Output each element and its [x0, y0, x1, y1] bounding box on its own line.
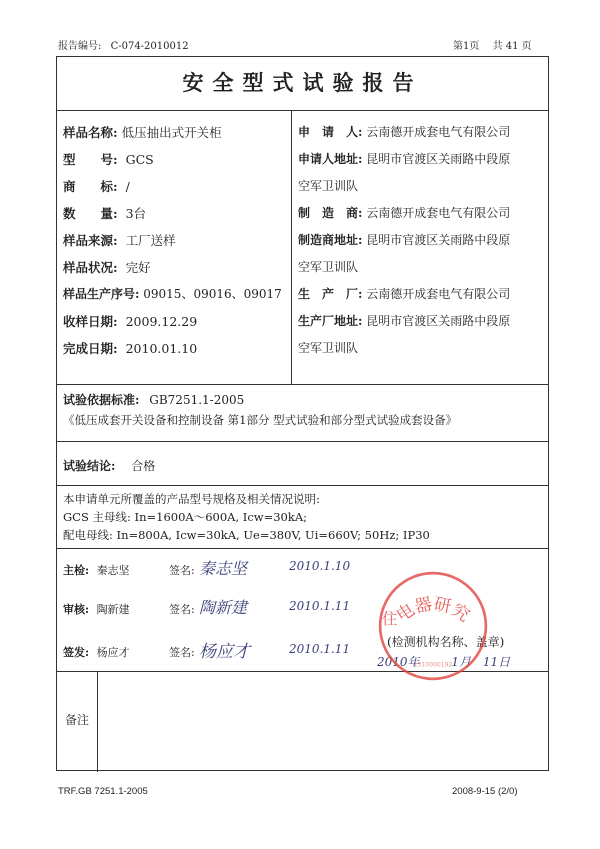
- conclusion-value: 合格: [131, 459, 156, 473]
- basis-label: 试验依据标准:: [63, 393, 140, 407]
- coverage-line2: 配电母线: In=800A, Icw=30kA, Ue=380V, Ui=660V; 50Hz; IP30: [63, 528, 430, 542]
- issuer-label: 签发:: [63, 646, 90, 659]
- completed-row: [63, 339, 197, 357]
- approver-sign-date: 2010.1.11: [289, 599, 351, 613]
- coverage-divider: [57, 548, 548, 549]
- maker-address-line2: 空军卫训队: [298, 260, 359, 274]
- completed-value: 2010.01.10: [125, 341, 198, 356]
- basis-code: GB7251.1-2005: [149, 393, 245, 407]
- footer-version: 2008-9-15 (2/0): [452, 786, 518, 797]
- producer-address-label: 生产厂地址:: [298, 314, 363, 328]
- coverage-title: 本申请单元所覆盖的产品型号规格及相关情况说明:: [63, 492, 320, 506]
- brand-row: [63, 177, 130, 195]
- maker-label: 制 造 商:: [298, 206, 363, 220]
- seal-code: 1310000192: [413, 661, 453, 669]
- model-value: GCS: [125, 152, 154, 167]
- coverage-line1: GCS 主母线: In=1600A～600A, Icw=30kA;: [63, 510, 308, 524]
- tester-row: [63, 562, 130, 578]
- report-number: [58, 37, 189, 52]
- received-value: 2009.12.29: [125, 314, 198, 329]
- seal-text: [393, 595, 473, 627]
- producer-address-line1: 昆明市官渡区关雨路中段原: [366, 314, 511, 328]
- approver-row: [63, 601, 130, 617]
- basis-row: [63, 391, 244, 408]
- approver-signature: 陶新建: [199, 598, 248, 617]
- serial-label: 样品生产序号:: [63, 287, 140, 301]
- stamp-caption: (检测机构名称、盖章): [387, 635, 505, 649]
- producer-address-line2: 空军卫训队: [298, 341, 359, 355]
- issuer-name: 杨应才: [96, 646, 130, 659]
- status-row: [63, 258, 151, 276]
- model-label: 型 号:: [63, 152, 118, 167]
- applicant-value: 云南德开成套电气有限公司: [366, 125, 511, 139]
- conclusion-divider: [57, 485, 548, 486]
- tester-name: 秦志坚: [96, 564, 130, 577]
- remarks-label: 备注: [65, 713, 90, 727]
- stamp-date-year: 2010年: [377, 655, 420, 669]
- maker-row: [298, 204, 510, 221]
- issuer-sign-date: 2010.1.11: [289, 642, 351, 656]
- maker-value: 云南德开成套电气有限公司: [366, 206, 511, 220]
- issuer-row: [63, 644, 130, 660]
- page-title: 安全型式试验报告: [182, 70, 423, 95]
- page-number: 第1页: [453, 41, 480, 52]
- producer-address-row: [298, 312, 510, 329]
- maker-address-label: 制造商地址:: [298, 233, 363, 247]
- quantity-row: [63, 204, 146, 222]
- applicant-address-line2: 空军卫训队: [298, 179, 359, 193]
- status-value: 完好: [125, 260, 151, 275]
- title-divider: [57, 110, 548, 111]
- approver-name: 陶新建: [96, 603, 130, 616]
- quantity-value: 3台: [125, 206, 147, 221]
- seal-left-char: 住: [382, 609, 398, 628]
- issuer-signature: 杨应才: [199, 642, 250, 662]
- maker-address-row: [298, 231, 510, 248]
- sample-name-row: [63, 123, 222, 141]
- approver-sign-label: 签名:: [169, 603, 195, 616]
- tester-label: 主检:: [63, 564, 90, 577]
- model-row: [63, 150, 154, 168]
- info-divider: [57, 384, 548, 385]
- report-number-label: 报告编号:: [58, 41, 102, 52]
- official-seal: [372, 565, 494, 687]
- tester-signature: 秦志坚: [199, 559, 248, 578]
- producer-row: [298, 285, 510, 302]
- applicant-label: 申 请 人:: [298, 125, 363, 139]
- conclusion-row: [63, 457, 155, 474]
- serial-value: 09015、09016、09017: [143, 287, 282, 301]
- report-number-value: C-074-2010012: [110, 41, 189, 52]
- producer-label: 生 产 厂:: [298, 287, 363, 301]
- footer-form-code: TRF.GB 7251.1-2005: [58, 786, 148, 797]
- conclusion-label: 试验结论:: [63, 459, 116, 473]
- remarks-divider: [97, 671, 98, 772]
- received-row: [63, 312, 197, 330]
- maker-address-line1: 昆明市官渡区关雨路中段原: [366, 233, 511, 247]
- stamp-date-month: 1月: [451, 655, 472, 669]
- column-divider: [291, 110, 292, 384]
- brand-value: /: [125, 179, 130, 194]
- applicant-address-line1: 昆明市官渡区关雨路中段原: [366, 152, 511, 166]
- applicant-address-label: 申请人地址:: [298, 152, 363, 166]
- basis-divider: [57, 441, 548, 442]
- completed-label: 完成日期:: [63, 341, 118, 356]
- tester-sign-label: 签名:: [169, 564, 195, 577]
- status-label: 样品状况:: [63, 260, 118, 275]
- producer-value: 云南德开成套电气有限公司: [366, 287, 511, 301]
- applicant-address-row: [298, 150, 510, 167]
- approver-label: 审核:: [63, 603, 90, 616]
- page-total: 共 41 页: [492, 41, 532, 52]
- sample-name-label: 样品名称:: [63, 125, 118, 140]
- source-value: 工厂送样: [125, 233, 176, 248]
- page-counter: [453, 37, 532, 52]
- tester-sign-date: 2010.1.10: [289, 559, 351, 573]
- sample-name-value: 低压抽出式开关柜: [121, 125, 222, 140]
- basis-standard-name: 《低压成套开关设备和控制设备 第1部分 型式试验和部分型式试验成套设备》: [63, 413, 458, 427]
- received-label: 收样日期:: [63, 314, 118, 329]
- stamp-date-day: 11日: [482, 655, 511, 669]
- source-label: 样品来源:: [63, 233, 118, 248]
- quantity-label: 数 量:: [63, 206, 118, 221]
- applicant-row: [298, 123, 510, 140]
- serial-row: [63, 285, 282, 302]
- issuer-sign-label: 签名:: [169, 646, 195, 659]
- brand-label: 商 标:: [63, 179, 118, 194]
- source-row: [63, 231, 176, 249]
- seal-arc-text: 电器研究: [392, 594, 474, 627]
